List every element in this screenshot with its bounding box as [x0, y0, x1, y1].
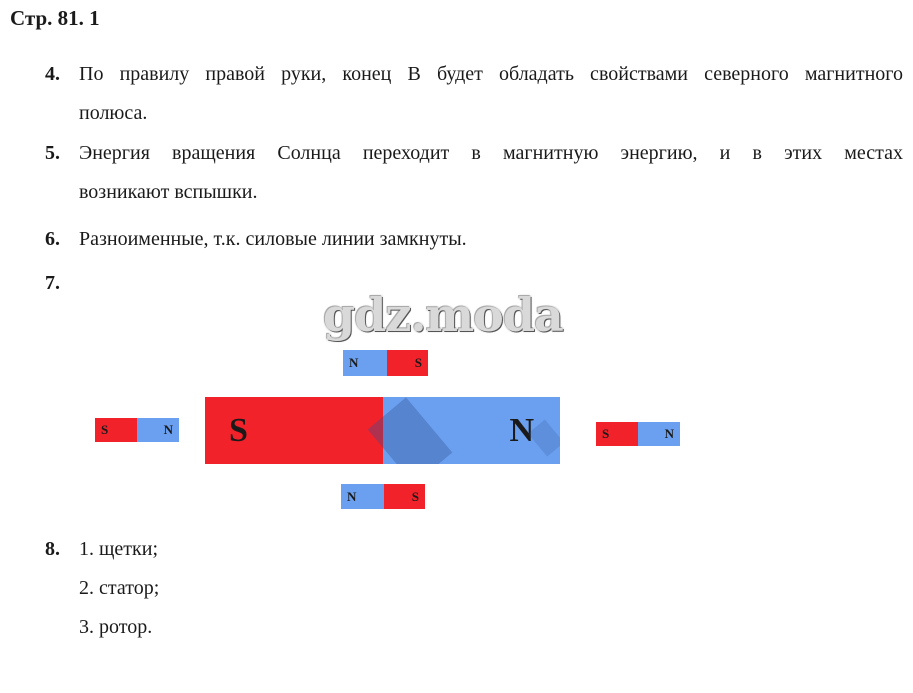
answer-item-8: [45, 530, 903, 650]
south-pole-label: S: [414, 355, 422, 370]
north-pole: [343, 350, 387, 376]
south-pole: [387, 350, 428, 376]
list-item: 2. статор;: [79, 577, 160, 599]
item-text-line: возникают вспышки.: [79, 181, 258, 203]
answer-item-6: [45, 220, 903, 260]
north-pole: [638, 422, 680, 446]
south-pole: [205, 397, 383, 464]
answer-item-4: [45, 55, 903, 135]
item-text-line: Разноименные, т.к. силовые линии замкнуты.: [79, 228, 467, 250]
item-text-line: полюса.: [79, 102, 148, 124]
south-pole-label: S: [411, 488, 419, 504]
small-magnet-left: [95, 418, 179, 442]
item-number: 4.: [45, 63, 60, 85]
south-pole: [384, 484, 425, 509]
south-pole-label: S: [229, 411, 248, 449]
small-magnet-bottom: [341, 484, 425, 509]
south-pole: [596, 422, 638, 446]
north-pole-label: N: [509, 411, 534, 449]
page-header: Стр. 81. 1: [10, 6, 100, 30]
item-number: 8.: [45, 538, 60, 560]
north-pole-label: N: [349, 355, 359, 370]
south-pole-label: S: [602, 426, 610, 441]
north-pole: [341, 484, 384, 509]
big-magnet: [205, 397, 560, 464]
small-magnet-right: [596, 422, 680, 446]
list-item: 3. ротор.: [79, 616, 153, 638]
small-magnet-top: [343, 350, 428, 376]
item-text-line: По правилу правой руки, конец В будет обладать свойствами северного магнитного: [79, 63, 903, 85]
north-pole: [137, 418, 179, 442]
south-pole: [95, 418, 137, 442]
item-number: 6.: [45, 228, 60, 250]
north-pole-label: N: [163, 422, 173, 437]
item-text-line: Энергия вращения Солнца переходит в магнитную энергию, и в этих местах: [79, 142, 903, 164]
item-number: 7.: [45, 272, 60, 294]
answer-item-5: [45, 134, 903, 214]
item-number: 5.: [45, 142, 60, 164]
south-pole-label: S: [101, 422, 109, 437]
watermark-logo: gdz.moda: [323, 288, 563, 342]
north-pole-label: N: [347, 488, 357, 504]
north-pole-label: N: [664, 426, 674, 441]
list-item: 1. щетки;: [79, 538, 158, 560]
